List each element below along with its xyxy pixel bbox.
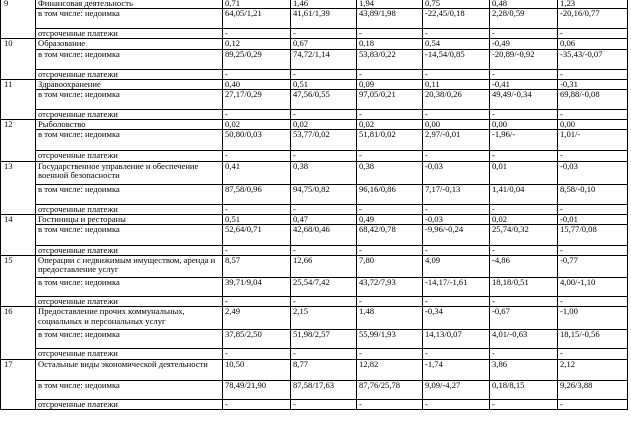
table-row (1, 359, 628, 380)
value-cell: 49,49/-0,34 (490, 90, 558, 110)
value-cell: - (223, 29, 291, 39)
value-cell: -0,77 (558, 256, 628, 278)
row-label: отсроченные платежи (36, 69, 223, 79)
value-cell: 2,97/-0,01 (423, 130, 490, 151)
row-label: в том числе: недоимка (36, 90, 223, 110)
value-cell: 8,58/-0,10 (558, 184, 628, 204)
table-row (1, 0, 628, 9)
value-cell: 68,42/0,78 (357, 225, 423, 246)
row-number: 15 (1, 256, 36, 307)
value-cell: - (423, 69, 490, 79)
row-label: в том числе: недоимка (36, 278, 223, 297)
value-cell: -0,31 (558, 79, 628, 89)
value-cell: - (223, 349, 291, 359)
value-cell: -1,74 (423, 359, 490, 380)
row-label: отсроченные платежи (36, 151, 223, 161)
value-cell: 0,18 (357, 39, 423, 49)
value-cell: 25,74/0,32 (490, 225, 558, 246)
value-cell: 1,48 (357, 307, 423, 330)
value-cell: - (558, 151, 628, 161)
value-cell: 0,02 (223, 120, 291, 130)
value-cell: 2,49 (223, 307, 291, 330)
value-cell: -0,49 (490, 39, 558, 49)
value-cell: 0,67 (291, 39, 357, 49)
row-number: 12 (1, 120, 36, 161)
value-cell: - (490, 246, 558, 256)
row-label: в том числе: недоимка (36, 330, 223, 349)
table-row (1, 151, 628, 161)
value-cell: 87,76/25,78 (357, 380, 423, 399)
value-cell: - (357, 246, 423, 256)
value-cell: 0,49 (357, 214, 423, 224)
value-cell: 0,02 (291, 120, 357, 130)
table-row (1, 29, 628, 39)
value-cell: 0,48 (490, 0, 558, 9)
value-cell: 9,26/3,88 (558, 380, 628, 399)
value-cell: 0,54 (423, 39, 490, 49)
value-cell: 0,00 (558, 120, 628, 130)
row-label: в том числе: недоимка (36, 9, 223, 29)
row-number: 9 (1, 0, 36, 39)
table-row (1, 297, 628, 307)
value-cell: 42,68/0,46 (291, 225, 357, 246)
row-number: 17 (1, 359, 36, 409)
value-cell: - (423, 151, 490, 161)
value-cell: 8,77 (291, 359, 357, 380)
value-cell: 10,50 (223, 359, 291, 380)
value-cell: 0,47 (291, 214, 357, 224)
value-cell: - (357, 110, 423, 120)
table-row (1, 349, 628, 359)
table-row (1, 161, 628, 184)
value-cell: 37,85/2,50 (223, 330, 291, 349)
value-cell: - (291, 349, 357, 359)
value-cell: -0,03 (558, 161, 628, 184)
value-cell: 12,82 (357, 359, 423, 380)
row-label: в том числе: недоимка (36, 225, 223, 246)
row-label: Образование (36, 39, 223, 49)
value-cell: - (357, 297, 423, 307)
value-cell: - (490, 399, 558, 409)
table-row (1, 278, 628, 297)
value-cell: - (291, 297, 357, 307)
row-label: отсроченные платежи (36, 399, 223, 409)
table-row (1, 184, 628, 204)
table-row (1, 130, 628, 151)
row-number: 11 (1, 79, 36, 119)
value-cell: - (357, 204, 423, 214)
value-cell: 64,05/1,21 (223, 9, 291, 29)
value-cell: - (223, 151, 291, 161)
value-cell: - (223, 246, 291, 256)
value-cell: 1,94 (357, 0, 423, 9)
value-cell: 78,49/21,90 (223, 380, 291, 399)
value-cell: - (291, 29, 357, 39)
table-row (1, 399, 628, 409)
table-row (1, 110, 628, 120)
value-cell: 7,80 (357, 256, 423, 278)
value-cell: - (423, 204, 490, 214)
row-label: Государственное управление и обеспечение военной безопасности (36, 161, 223, 184)
value-cell: 0,51 (223, 214, 291, 224)
value-cell: - (291, 246, 357, 256)
value-cell: 4,09 (423, 256, 490, 278)
value-cell: -14,17/-1,61 (423, 278, 490, 297)
value-cell: - (423, 29, 490, 39)
value-cell: 1,46 (291, 0, 357, 9)
value-cell: 87,58/0,96 (223, 184, 291, 204)
value-cell: -1,96/- (490, 130, 558, 151)
value-cell: 0,06 (558, 39, 628, 49)
value-cell: - (558, 29, 628, 39)
value-cell: 0,51 (291, 79, 357, 89)
value-cell: 12,66 (291, 256, 357, 278)
value-cell: - (357, 69, 423, 79)
value-cell: 4,00/-1,10 (558, 278, 628, 297)
value-cell: - (291, 151, 357, 161)
value-cell: 0,02 (490, 214, 558, 224)
value-cell: - (357, 349, 423, 359)
value-cell: 0,71 (223, 0, 291, 9)
value-cell: 41,61/1,39 (291, 9, 357, 29)
table-row (1, 214, 628, 224)
value-cell: -0,01 (558, 214, 628, 224)
value-cell: -0,03 (423, 214, 490, 224)
value-cell: 9,09/-4,27 (423, 380, 490, 399)
value-cell: -14,54/0,85 (423, 49, 490, 69)
value-cell: - (223, 110, 291, 120)
table-row (1, 120, 628, 130)
table-row (1, 225, 628, 246)
table-row (1, 380, 628, 399)
value-cell: -1,00 (558, 307, 628, 330)
value-cell: 87,58/17,63 (291, 380, 357, 399)
value-cell: 50,80/0,03 (223, 130, 291, 151)
value-cell: - (423, 399, 490, 409)
value-cell: - (558, 349, 628, 359)
value-cell: 20,38/0,26 (423, 90, 490, 110)
row-number: 10 (1, 39, 36, 79)
value-cell: - (357, 399, 423, 409)
value-cell: -0,67 (490, 307, 558, 330)
value-cell: - (423, 297, 490, 307)
value-cell: 0,41 (223, 161, 291, 184)
value-cell: -4,86 (490, 256, 558, 278)
value-cell: 0,11 (423, 79, 490, 89)
value-cell: 51,81/0,02 (357, 130, 423, 151)
value-cell: 0,00 (423, 120, 490, 130)
value-cell: 52,64/0,71 (223, 225, 291, 246)
value-cell: 89,25/0,29 (223, 49, 291, 69)
row-label: отсроченные платежи (36, 246, 223, 256)
value-cell: 0,18/8,15 (490, 380, 558, 399)
value-cell: - (423, 110, 490, 120)
value-cell: 15,77/0,08 (558, 225, 628, 246)
value-cell: 8,57 (223, 256, 291, 278)
value-cell: 0,40 (223, 79, 291, 89)
table-row (1, 79, 628, 89)
row-label: Здравоохранение (36, 79, 223, 89)
row-label: в том числе: недоимка (36, 184, 223, 204)
value-cell: - (490, 297, 558, 307)
value-cell: 0,01 (490, 161, 558, 184)
value-cell: - (357, 29, 423, 39)
value-cell: 69,88/-0,08 (558, 90, 628, 110)
table-row (1, 49, 628, 69)
value-cell: 0,38 (291, 161, 357, 184)
value-cell: 96,16/0,86 (357, 184, 423, 204)
value-cell: - (291, 399, 357, 409)
value-cell: 1,23 (558, 0, 628, 9)
row-label: Рыболовство (36, 120, 223, 130)
value-cell: 43,72/7,93 (357, 278, 423, 297)
value-cell: - (490, 204, 558, 214)
table-row (1, 330, 628, 349)
value-cell: 53,77/0,02 (291, 130, 357, 151)
value-cell: 7,17/-0,13 (423, 184, 490, 204)
value-cell: - (558, 399, 628, 409)
value-cell: - (223, 204, 291, 214)
value-cell: 27,17/0,29 (223, 90, 291, 110)
table-row (1, 256, 628, 278)
table-row (1, 246, 628, 256)
value-cell: 0,12 (223, 39, 291, 49)
value-cell: - (223, 399, 291, 409)
value-cell: 0,02 (357, 120, 423, 130)
table-row (1, 90, 628, 110)
value-cell: 4,01/-0,63 (490, 330, 558, 349)
row-label: отсроченные платежи (36, 349, 223, 359)
value-cell: - (558, 246, 628, 256)
row-label: Предоставление прочих коммунальных, социальных и персональных услуг (36, 307, 223, 330)
table-row (1, 69, 628, 79)
table-row (1, 204, 628, 214)
value-cell: 2,12 (558, 359, 628, 380)
value-cell: 47,56/0,55 (291, 90, 357, 110)
value-cell: - (357, 151, 423, 161)
value-cell: -35,43/-0,07 (558, 49, 628, 69)
value-cell: -0,41 (490, 79, 558, 89)
value-cell: 0,09 (357, 79, 423, 89)
value-cell: - (423, 246, 490, 256)
row-number: 13 (1, 161, 36, 214)
value-cell: 2,28/0,59 (490, 9, 558, 29)
row-number: 16 (1, 307, 36, 359)
value-cell: - (223, 69, 291, 79)
value-cell: - (291, 69, 357, 79)
value-cell: 3,86 (490, 359, 558, 380)
row-label: Операции с недвижимым имуществом, аренда и предоставление услуг (36, 256, 223, 278)
value-cell: -20,89/-0,92 (490, 49, 558, 69)
value-cell: 1,41/0,04 (490, 184, 558, 204)
value-cell: 51,98/2,57 (291, 330, 357, 349)
value-cell: 1,01/- (558, 130, 628, 151)
table-row (1, 9, 628, 29)
value-cell: 53,83/0,22 (357, 49, 423, 69)
value-cell: 74,72/1,14 (291, 49, 357, 69)
row-label: отсроченные платежи (36, 110, 223, 120)
row-label: отсроченные платежи (36, 204, 223, 214)
table-row (1, 307, 628, 330)
value-cell: 94,75/0,82 (291, 184, 357, 204)
row-label: отсроченные платежи (36, 29, 223, 39)
value-cell: - (423, 349, 490, 359)
row-label: отсроченные платежи (36, 297, 223, 307)
row-label: Остальные виды экономической деятельности (36, 359, 223, 380)
value-cell: -9,96/-0,24 (423, 225, 490, 246)
value-cell: - (558, 69, 628, 79)
value-cell: -0,03 (423, 161, 490, 184)
value-cell: 0,00 (490, 120, 558, 130)
value-cell: 43,89/1,98 (357, 9, 423, 29)
value-cell: 14,13/0,07 (423, 330, 490, 349)
value-cell: 25,54/7,42 (291, 278, 357, 297)
value-cell: - (558, 297, 628, 307)
value-cell: - (558, 110, 628, 120)
value-cell: - (490, 110, 558, 120)
value-cell: - (490, 151, 558, 161)
row-label: в том числе: недоимка (36, 380, 223, 399)
value-cell: 18,15/-0,56 (558, 330, 628, 349)
value-cell: -0,34 (423, 307, 490, 330)
row-label: в том числе: недоимка (36, 130, 223, 151)
value-cell: - (223, 297, 291, 307)
value-cell: -22,45/0,18 (423, 9, 490, 29)
value-cell: 0,38 (357, 161, 423, 184)
value-cell: - (291, 110, 357, 120)
value-cell: - (490, 29, 558, 39)
value-cell: 18,18/0,51 (490, 278, 558, 297)
value-cell: 97,05/0,21 (357, 90, 423, 110)
row-label: Финансовая деятельность (36, 0, 223, 9)
table-row (1, 39, 628, 49)
value-cell: - (490, 69, 558, 79)
row-label: в том числе: недоимка (36, 49, 223, 69)
row-label: Гостиницы и рестораны (36, 214, 223, 224)
value-cell: -20,16/0,77 (558, 9, 628, 29)
value-cell: 2,15 (291, 307, 357, 330)
value-cell: 0,75 (423, 0, 490, 9)
value-cell: 55,99/1,93 (357, 330, 423, 349)
value-cell: - (558, 204, 628, 214)
value-cell: - (291, 204, 357, 214)
table-body (1, 0, 628, 409)
value-cell: - (490, 349, 558, 359)
value-cell: 39,71/9,04 (223, 278, 291, 297)
row-number: 14 (1, 214, 36, 255)
